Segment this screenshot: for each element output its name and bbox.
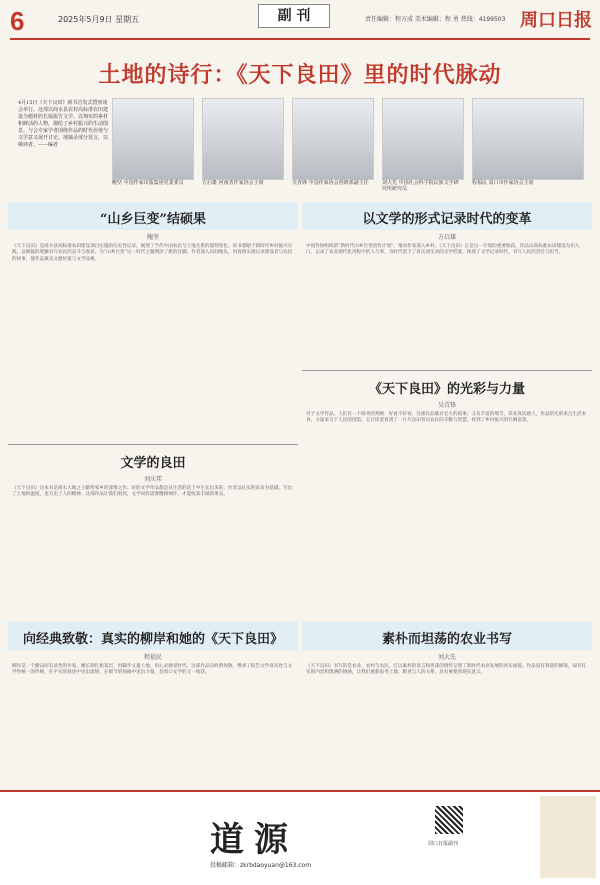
speaker-caption-2: 方启雄 河南省作家协会主席 [202,180,264,186]
article-author-5: 程福民 [143,654,162,661]
divider [8,444,298,445]
column-footer [0,790,600,885]
speaker-caption-5: 程福民 周口市作家协会主席 [472,180,534,186]
article-body-5: 柳岸是一个勤奋而有灵性的作家，她长期扎根基层，用脚步丈量土地，用心灵感受时代。这部作品向经典致敬，继承了报告文学真实性与文学性统一的传统，在平实的叙述中见出深情，在细节的刻画中见出力量，是周口文学的又一收获。 [12,664,293,676]
column-title: 道源 [210,820,298,860]
article-author-2: 刘庆邦 [143,476,162,483]
divider [302,370,592,371]
speaker-photo-1 [112,98,194,180]
article-title-3: 以文学的形式记录时代的变革 [362,212,532,227]
section-name: 副 刊 [258,4,330,28]
speaker-photo-5 [472,98,584,180]
speaker-caption-3: 吴青锋 中国作家协会创研部副主任 [292,180,369,186]
article-body-3: 中国作协组织的“新时代山乡巨变创作计划”，推动作家深入乡村。《天下良田》正是这一计划的重要收获。作品以高标准农田建设为切入口，记录了农业现代化进程中的人与事，为时代留下了真实而生动的文学档案，体现了文学记录时代、书写人民的责任与担当。 [306,244,580,256]
speaker-photo-2 [202,98,284,180]
article-author-6: 刘大先 [437,654,456,661]
speaker-caption-4: 刘大先 中国社会科学院民族文学研究所研究员 [382,180,459,192]
article-body-6: 《天下良田》书写的是农业、农村与农民，它以素朴的语言和坦荡的情怀呈现了新时代农业发展的真实面貌。作品没有刻意的修饰，却有扎实的内容和饱满的情感，让我们重新思考土地、粮食与人的关系，具有重要的现实意义。 [306,664,587,676]
newspaper-logo: 周口日报 [520,10,592,31]
article-body-1: 《天下良田》是商水县高标准农田建设项目实施的历史性记录，展现了当代中国农民与土地关系的深刻变化。该书着眼于新时代乡村振兴实践，以细腻的笔触书写农民的奋斗与收获，为“山乡巨变”这一时代主题增添了新的注脚。作者深入田间地头，用真情实感记录建设者与农民的故事，使作品兼具文献价值与文学品格。 [12,244,293,262]
qr-code[interactable] [435,806,463,834]
submission-email: 投稿邮箱：zkrbdaoyuan@163.com [210,862,312,869]
article-body-2: 《天下良田》这本书是商水大地之子献给家乡的深情之作。好的文学作品都是从生活的沃土中生长出来的，作者以扎实的采访为基础，写出了土地的温度，也写出了人的精神。这部作品让我们看到，文学同样需要精耕细作，才能收获丰硕的果实。 [12,486,293,498]
speaker-caption-1: 鲍坚 中国作家出版集团党委委员 [112,180,184,186]
qr-caption: 周口日报副刊 [428,841,459,847]
article-title-6: 素朴而坦荡的农业书写 [381,632,512,647]
article-title-2: 文学的良田 [120,456,186,471]
article-author-1: 鲍坚 [146,234,159,241]
page-headline: 土地的诗行：《天下良田》里的时代脉动 [98,62,502,88]
article-author-3: 方启雄 [437,234,456,241]
editor-intro: 4月15日《天下良田》新书首发式暨座谈会举行。这部以商水县农村高标准农田建设为题材的长篇报告文学，以翔实的素材和鲜活的人物，描绘了乡村振兴的生动图景。与会专家学者围绕作品的时代价值与文学意义展开讨论，现摘录部分发言，以飨读者。——编者 [18,100,109,148]
masthead [0,0,600,40]
article-body-4: 对于文学作品，人们有一个简单的判断：好看不好看。这部作品既有宏大的叙事，又有丰富的细节，读来真切感人。作品的光彩来自生活本身，力量来自于人民的创造。它让读者看到了一片片良田背后农民的辛勤与智慧，看到了乡村振兴的壮阔前景。 [306,412,587,424]
masthead-rule [10,38,590,40]
issue-date: 2025年5月9日 星期五 [58,15,140,24]
article-author-4: 吴青锋 [437,402,456,409]
footer-illustration [540,796,596,878]
page-number: 6 [10,6,25,36]
speaker-photo-3 [292,98,374,180]
speaker-photo-4 [382,98,464,180]
article-title-1: “山乡巨变”结硕果 [100,212,206,227]
article-title-4: 《天下良田》的光彩与力量 [368,382,525,397]
editor-line: 责任编辑：程方成 美术编辑：程 勇 热线：4199503 [365,16,506,23]
article-title-5: 向经典致敬：真实的柳岸和她的《天下良田》 [22,632,283,647]
